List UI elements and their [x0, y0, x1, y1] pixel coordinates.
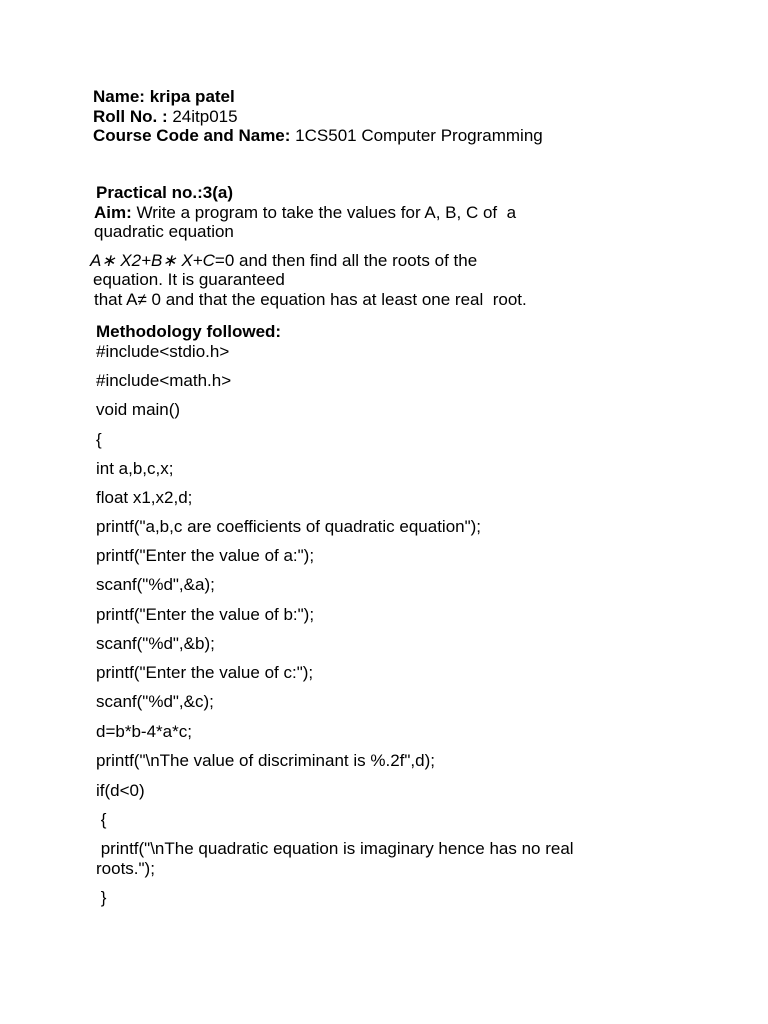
code-line: printf("Enter the value of a:"); [96, 546, 315, 565]
course-value: 1CS501 Computer Programming [295, 126, 543, 145]
code-line: scanf("%d",&b); [96, 634, 215, 653]
code-line: roots."); [96, 859, 155, 878]
aim-text-1: Write a program to take the values for A, B, C of a [136, 203, 517, 222]
code-line: scanf("%d",&c); [96, 692, 214, 711]
name-value: kripa patel [149, 87, 235, 106]
code-line: printf("\nThe quadratic equation is imaginary hence has no real [96, 839, 574, 858]
aim-equation-line [90, 251, 477, 271]
course-line [93, 126, 543, 146]
code-line: d=b*b-4*a*c; [96, 722, 192, 741]
code-line: #include<stdio.h> [96, 342, 230, 361]
code-line: void main() [96, 400, 181, 419]
code-line: { [96, 430, 102, 449]
code-line: printf("Enter the value of b:"); [96, 605, 315, 624]
roll-number-line [93, 107, 238, 127]
code-line: scanf("%d",&a); [96, 575, 215, 594]
code-line: float x1,x2,d; [96, 488, 193, 507]
name-label: Name: [93, 87, 145, 106]
course-label: Course Code and Name: [93, 126, 291, 145]
equation-math: A∗ X2+B∗ X+C [90, 251, 215, 270]
practical-heading: Practical no.:3(a) [96, 183, 233, 202]
aim-label: Aim: [94, 203, 132, 222]
student-name-line [93, 87, 235, 107]
code-line: int a,b,c,x; [96, 459, 174, 478]
roll-label: Roll No. : [93, 107, 168, 126]
code-line: if(d<0) [96, 781, 145, 800]
code-line: printf("a,b,c are coefficients of quadratic equation"); [96, 517, 482, 536]
code-line: printf("Enter the value of c:"); [96, 663, 314, 682]
aim-line-5: that A≠ 0 and that the equation has at least one real root. [94, 290, 527, 309]
aim-line-4: equation. It is guaranteed [93, 270, 285, 289]
aim-line-1 [94, 203, 516, 223]
code-line: } [96, 888, 107, 907]
code-line: printf("\nThe value of discriminant is %.2f",d); [96, 751, 435, 770]
code-line: #include<math.h> [96, 371, 232, 390]
aim-line-2: quadratic equation [94, 222, 234, 241]
code-line: { [96, 810, 107, 829]
roll-value: 24itp015 [172, 107, 238, 126]
methodology-heading: Methodology followed: [96, 322, 282, 341]
equation-text: =0 and then find all the roots of the [214, 251, 478, 270]
